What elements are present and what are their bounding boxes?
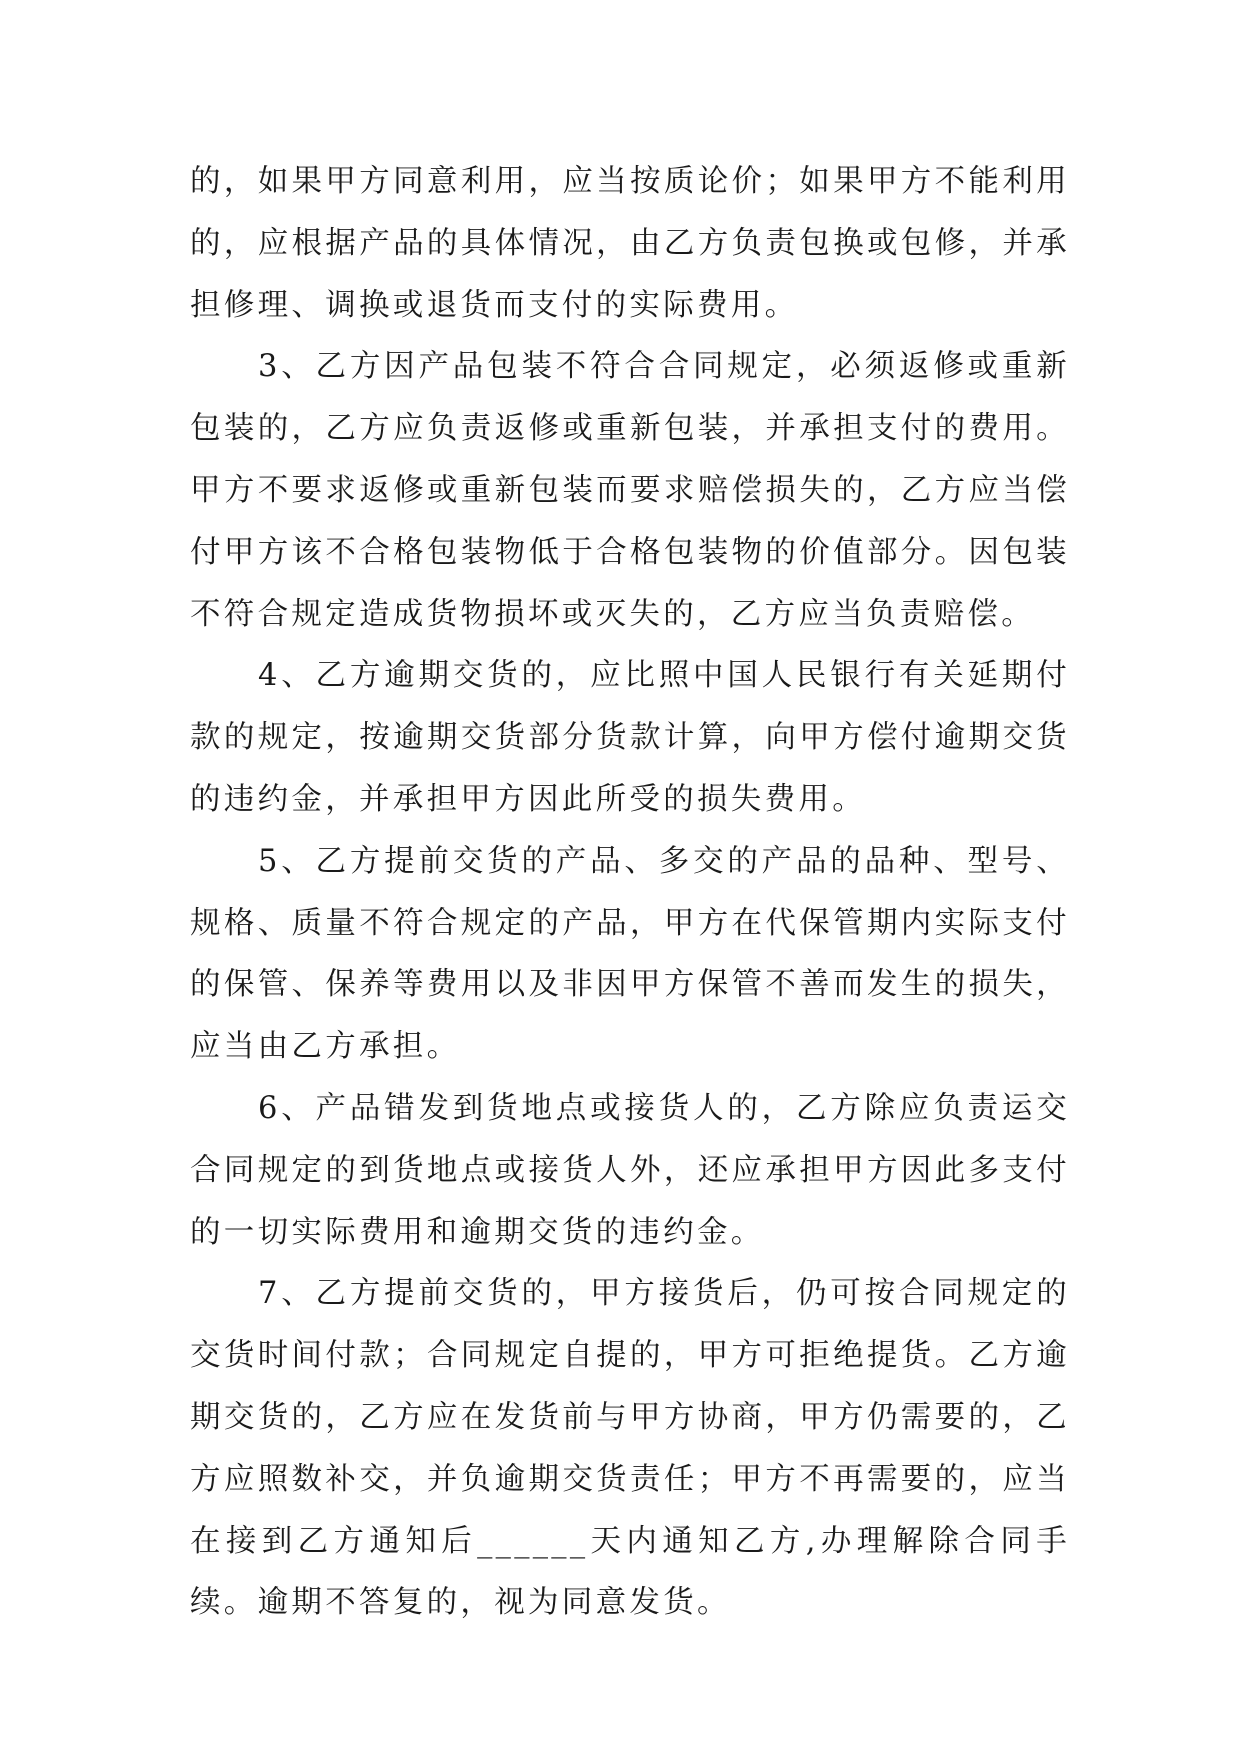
document-body <box>190 151 1070 1634</box>
paragraph-clause-5: 5、乙方提前交货的产品、多交的产品的品种、型号、规格、质量不符合规定的产品，甲方在代保管期内实际支付的保管、保养等费用以及非因甲方保管不善而发生的损失，应当由乙方承担。 <box>190 843 1070 1065</box>
paragraph-clause-7: 7、乙方提前交货的，甲方接货后，仍可按合同规定的交货时间付款；合同规定自提的，甲方可拒绝提货。乙方逾期交货的，乙方应在发货前与甲方协商，甲方仍需要的，乙方应照数补交，并负逾期交货责任；甲方不再需要的，应当在接到乙方通知后______天内通知乙方,办理解除合同手续。逾期不答复的，视为同意发货。 <box>190 1276 1070 1621</box>
paragraph-clause-3: 3、乙方因产品包装不符合合同规定，必须返修或重新包装的，乙方应负责返修或重新包装，并承担支付的费用。甲方不要求返修或重新包装而要求赔偿损失的，乙方应当偿付甲方该不合格包装物低于合格包装物的价值部分。因包装不符合规定造成货物损坏或灭失的，乙方应当负责赔偿。 <box>190 349 1070 632</box>
paragraph-clause-6: 6、产品错发到货地点或接货人的，乙方除应负责运交合同规定的到货地点或接货人外，还应承担甲方因此多支付的一切实际费用和逾期交货的违约金。 <box>190 1090 1070 1250</box>
paragraph-clause-4: 4、乙方逾期交货的，应比照中国人民银行有关延期付款的规定，按逾期交货部分货款计算，向甲方偿付逾期交货的违约金，并承担甲方因此所受的损失费用。 <box>190 658 1070 817</box>
paragraph-continuation: 的，如果甲方同意利用，应当按质论价；如果甲方不能利用的，应根据产品的具体情况，由乙方负责包换或包修，并承担修理、调换或退货而支付的实际费用。 <box>190 164 1070 323</box>
